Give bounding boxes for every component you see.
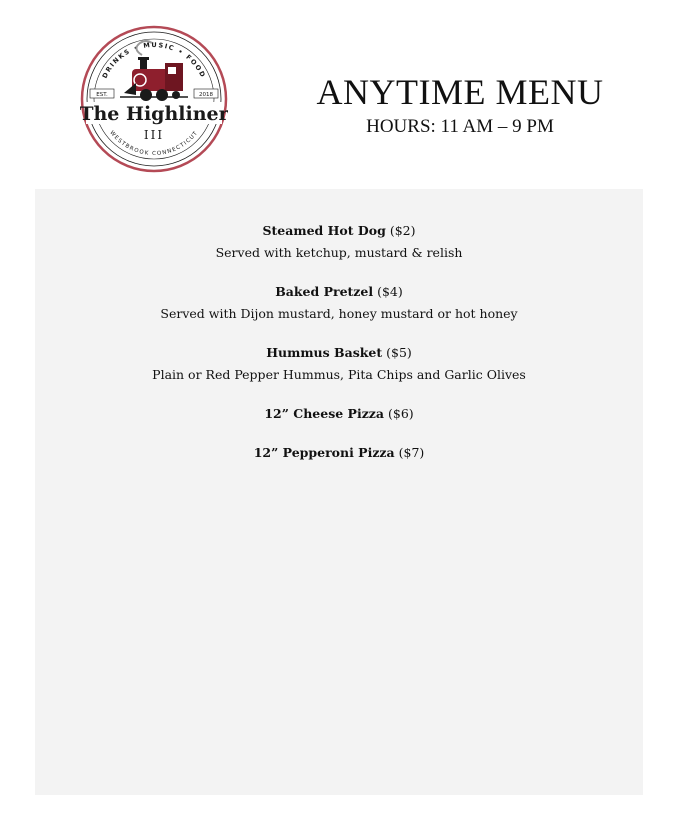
logo-name: The Highliner (80, 103, 228, 125)
highliner-logo (80, 25, 228, 173)
menu-item-price: ($5) (386, 345, 412, 360)
logo-bottom-arc: WESTBROOK CONNECTICUT (108, 129, 200, 158)
menu-item-title (35, 283, 643, 300)
menu-item-title (35, 444, 643, 461)
train-logo-icon (80, 25, 228, 173)
menu-item (35, 444, 643, 461)
logo-year: 2018 (199, 92, 213, 98)
hours-text: HOURS: 11 AM – 9 PM (366, 116, 554, 137)
menu-item-title (35, 405, 643, 422)
logo-est: EST. (96, 92, 108, 98)
menu-header (300, 72, 620, 140)
page-title: ANYTIME MENU (316, 72, 604, 112)
menu-items-list (35, 189, 643, 461)
menu-item-price: ($2) (389, 223, 416, 238)
menu-item (35, 344, 643, 383)
logo-numeral: III (143, 128, 165, 142)
menu-item-name: Baked Pretzel (275, 284, 374, 299)
menu-item (35, 283, 643, 322)
menu-item-title (35, 222, 643, 239)
menu-item-name: 12” Cheese Pizza (264, 406, 384, 421)
menu-item-price: ($4) (377, 284, 403, 299)
menu-item (35, 405, 643, 422)
menu-item-name: Steamed Hot Dog (262, 223, 386, 238)
menu-item-title (35, 344, 643, 361)
menu-item-price: ($6) (387, 406, 414, 421)
menu-item-description: Served with ketchup, mustard & relish (215, 245, 463, 260)
logo-top-arc: DRINKS • MUSIC • FOOD (100, 40, 208, 80)
menu-item-name: Hummus Basket (266, 345, 383, 360)
menu-item (35, 222, 643, 261)
menu-panel (35, 189, 643, 795)
menu-item-description: Plain or Red Pepper Hummus, Pita Chips and Garlic Olives (152, 367, 526, 382)
menu-item-price: ($7) (398, 445, 425, 460)
menu-item-description: Served with Dijon mustard, honey mustard or hot honey (160, 306, 518, 321)
menu-item-name: 12” Pepperoni Pizza (253, 445, 395, 460)
